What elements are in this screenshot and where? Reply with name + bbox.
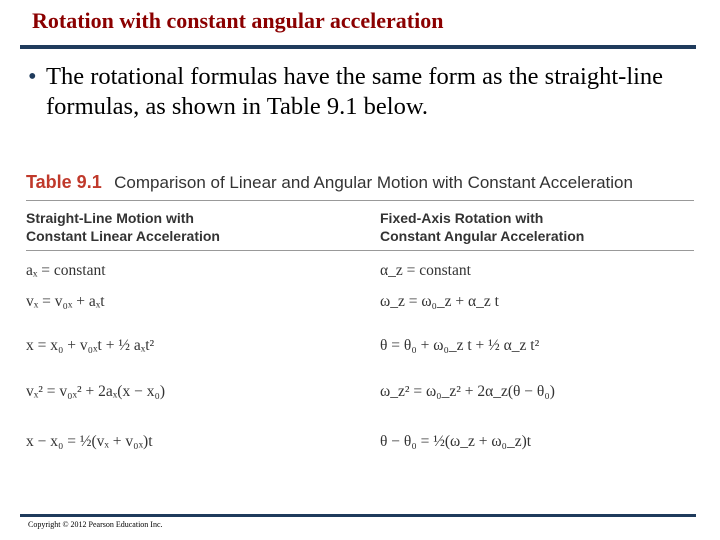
angular-equation: ω_z = ω₀_z + α_z t <box>380 293 499 310</box>
header-line: Constant Linear Acceleration <box>26 228 220 244</box>
linear-equation: vₓ² = v₀ₓ² + 2aₓ(x − x₀) <box>26 383 166 400</box>
comparison-table <box>26 168 694 473</box>
angular-equation: ω_z² = ω₀_z² + 2α_z(θ − θ₀) <box>380 383 555 400</box>
linear-equation: x = x₀ + v₀ₓt + ½ aₓt² <box>26 337 155 354</box>
table-caption <box>26 168 694 196</box>
table-row <box>26 319 694 373</box>
column-header-rotation <box>340 209 694 245</box>
footer-divider <box>20 514 696 517</box>
angular-equation: θ − θ₀ = ½(ω_z + ω₀_z)t <box>380 433 532 450</box>
table-body <box>26 257 694 473</box>
linear-equation: x − x₀ = ½(vₓ + v₀ₓ)t <box>26 433 153 450</box>
bullet-marker: • <box>28 63 37 90</box>
table-row <box>26 373 694 411</box>
copyright-notice: Copyright © 2012 Pearson Education Inc. <box>28 520 163 529</box>
table-row <box>26 285 694 319</box>
linear-equation: vₓ = v₀ₓ + aₓt <box>26 293 105 310</box>
header-line: Straight-Line Motion with <box>26 210 194 226</box>
header-line: Fixed-Axis Rotation with <box>380 210 544 226</box>
table-number: Table 9.1 <box>26 172 102 192</box>
table-top-rule <box>26 200 694 201</box>
header-line: Constant Angular Acceleration <box>380 228 585 244</box>
bullet-point <box>28 62 678 122</box>
linear-equation: aₓ = constant <box>26 262 106 279</box>
slide-title: Rotation with constant angular acceleration <box>32 8 444 33</box>
title-divider <box>20 45 696 49</box>
column-header-linear <box>26 209 340 245</box>
table-row <box>26 257 694 285</box>
table-header-row <box>26 209 694 251</box>
bullet-text: The rotational formulas have the same form as the straight-line formulas, as shown in Table 9.1 below. <box>46 63 664 120</box>
table-caption-text: Comparison of Linear and Angular Motion with Constant Acceleration <box>114 173 633 192</box>
angular-equation: α_z = constant <box>380 262 471 279</box>
angular-equation: θ = θ₀ + ω₀_z t + ½ α_z t² <box>380 337 540 354</box>
table-row <box>26 411 694 473</box>
